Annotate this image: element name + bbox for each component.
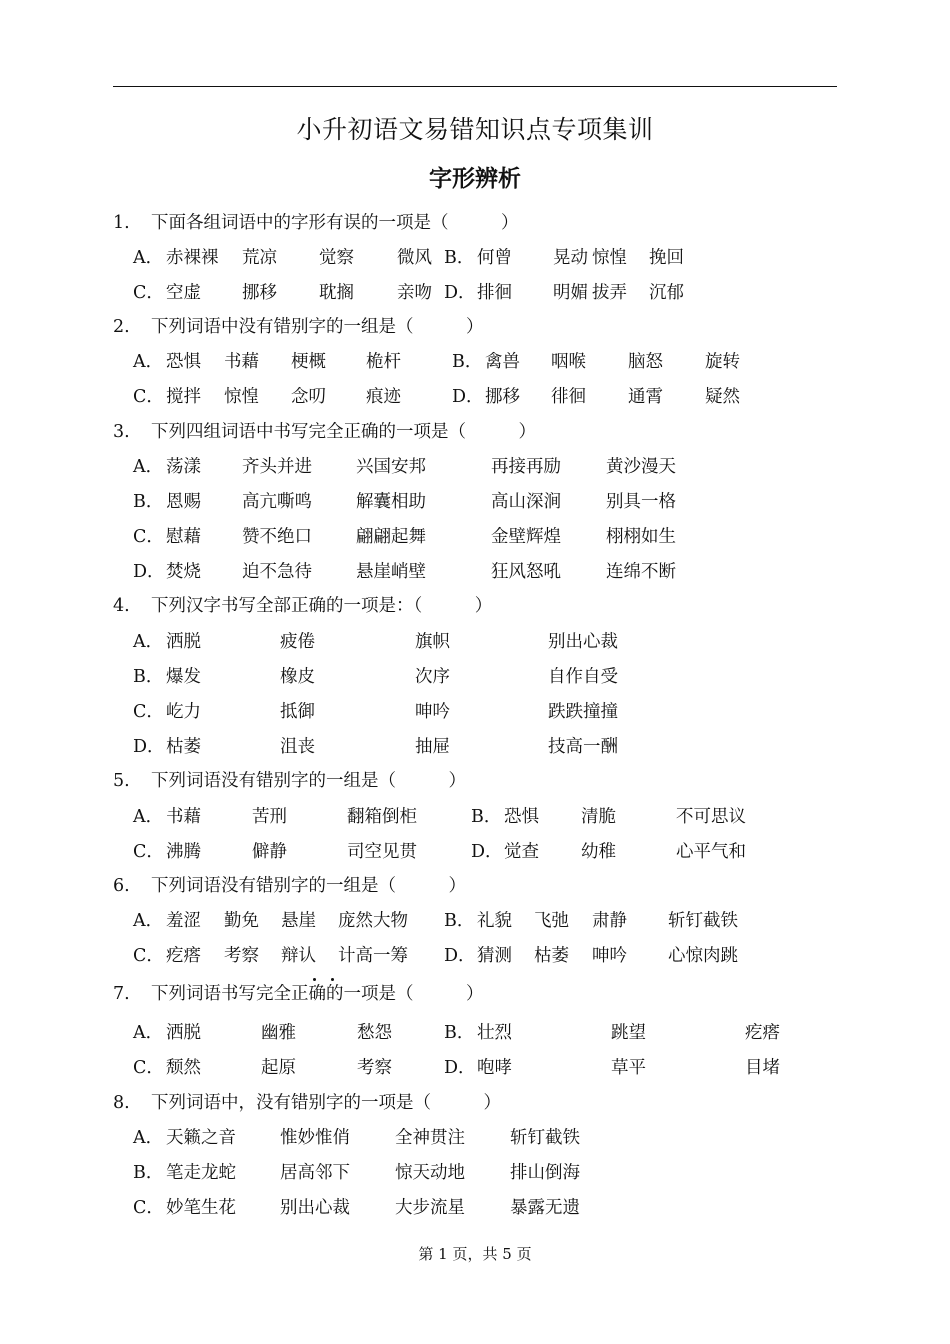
question-2-stem	[113, 315, 484, 339]
option-word: 幽雅	[261, 1023, 296, 1043]
option-word: 礼貌	[477, 911, 512, 931]
header-rule	[113, 86, 837, 87]
option-word: 翩翩起舞	[356, 527, 426, 547]
option-word: 焚烧	[166, 562, 201, 582]
option-label: A．	[133, 457, 164, 477]
option-word: 羞涩	[166, 911, 201, 931]
option-word: 心平气和	[676, 842, 746, 862]
option-label: D．	[444, 1058, 476, 1078]
option-word: 金壁辉煌	[491, 527, 561, 547]
option-word: 技高一酬	[548, 737, 618, 757]
option-word: 跳望	[611, 1023, 646, 1043]
option-label: B．	[452, 352, 483, 372]
option-word: 别出心裁	[548, 632, 618, 652]
option-label: D．	[133, 562, 165, 582]
option-label: C．	[133, 1058, 164, 1078]
option-word: 书藉	[224, 352, 259, 372]
option-label: B．	[444, 1023, 475, 1043]
option-word: 不可思议	[676, 807, 746, 827]
question-4-stem	[113, 594, 492, 618]
option-word: 明媚	[553, 283, 588, 303]
option-word: 狂风怒吼	[491, 562, 561, 582]
option-word: 别具一格	[606, 492, 676, 512]
option-word: 惊惶	[592, 248, 627, 268]
option-label: A．	[133, 911, 164, 931]
option-word: 通霄	[628, 387, 663, 407]
option-word: 居高邻下	[280, 1163, 350, 1183]
option-word: 妙笔生花	[166, 1198, 236, 1218]
question-text: 下列汉字书写全部正确的一项是：（ ）	[151, 596, 493, 616]
option-word: 辩认	[281, 946, 316, 966]
option-word: 脑怒	[628, 352, 663, 372]
question-text: 下列词语中没有错别字的一组是（ ）	[151, 317, 484, 337]
question-number: 6.	[113, 876, 130, 896]
question-number: 2.	[113, 317, 130, 337]
question-7-stem	[113, 982, 484, 1006]
option-word: 心惊肉跳	[668, 946, 738, 966]
option-word: 旗帜	[415, 632, 450, 652]
option-word: 连绵不断	[606, 562, 676, 582]
option-word: 排山倒海	[510, 1163, 580, 1183]
option-word: 疲倦	[280, 632, 315, 652]
option-word: 排徊	[477, 283, 512, 303]
option-word: 草平	[611, 1058, 646, 1078]
document-title: 小升初语文易错知识点专项集训	[296, 115, 654, 144]
question-number: 3.	[113, 422, 130, 442]
option-label: C．	[133, 283, 164, 303]
option-label: C．	[133, 842, 164, 862]
option-word: 沸腾	[166, 842, 201, 862]
option-word: 司空见贯	[347, 842, 417, 862]
option-label: C．	[133, 1198, 164, 1218]
option-word: 念叨	[291, 387, 326, 407]
option-word: 僻静	[252, 842, 287, 862]
option-word: 亲吻	[397, 283, 432, 303]
option-label: B．	[133, 667, 164, 687]
section-title: 字形辨析	[429, 166, 521, 192]
option-word: 翻箱倒柜	[347, 807, 417, 827]
option-word: 计高一筹	[338, 946, 408, 966]
option-word: 兴国安邦	[356, 457, 426, 477]
question-number: 5.	[113, 771, 130, 791]
question-number: 1.	[113, 213, 130, 233]
option-word: 搅拌	[166, 387, 201, 407]
option-label: A．	[133, 807, 164, 827]
question-3-stem	[113, 420, 536, 444]
option-word: 天籁之音	[166, 1128, 236, 1148]
option-word: 屹力	[166, 702, 201, 722]
option-word: 解囊相助	[356, 492, 426, 512]
page-footer: 第 1 页，共 5 页	[418, 1245, 532, 1263]
option-word: 迫不急待	[242, 562, 312, 582]
option-word: 惟妙惟俏	[280, 1128, 350, 1148]
option-word: 拔弄	[592, 283, 627, 303]
option-word: 惊惶	[224, 387, 259, 407]
option-word: 悬崖峭壁	[356, 562, 426, 582]
option-word: 全神贯注	[395, 1128, 465, 1148]
option-label: A．	[133, 352, 164, 372]
question-number: 7.	[113, 984, 130, 1004]
option-word: 高亢嘶鸣	[242, 492, 312, 512]
option-word: 荡漾	[166, 457, 201, 477]
emphasis-dot	[313, 978, 316, 981]
option-word: 晃动	[553, 248, 588, 268]
option-word: 洒脱	[166, 632, 201, 652]
option-word: 幼稚	[581, 842, 616, 862]
question-text: 下列词语没有错别字的一组是（ ）	[151, 876, 466, 896]
option-word: 挽回	[649, 248, 684, 268]
option-word: 空虚	[166, 283, 201, 303]
option-word: 疑然	[705, 387, 740, 407]
option-word: 斩钉截铁	[668, 911, 738, 931]
question-text: 下列词语书写完全正确的一项是（ ）	[151, 984, 484, 1004]
option-word: 觉察	[319, 248, 354, 268]
option-word: 斩钉截铁	[510, 1128, 580, 1148]
option-word: 恩赐	[166, 492, 201, 512]
option-word: 目堵	[745, 1058, 780, 1078]
option-word: 爆发	[166, 667, 201, 687]
option-word: 恐惧	[504, 807, 539, 827]
option-word: 橡皮	[280, 667, 315, 687]
option-word: 呻吟	[592, 946, 627, 966]
option-word: 书藉	[166, 807, 201, 827]
question-text: 下列词语中，没有错别字的一项是（ ）	[151, 1093, 501, 1113]
question-6-stem	[113, 874, 466, 898]
option-word: 痕迹	[366, 387, 401, 407]
option-word: 洒脱	[166, 1023, 201, 1043]
option-word: 悬崖	[281, 911, 316, 931]
question-8-stem	[113, 1091, 501, 1115]
option-word: 旋转	[705, 352, 740, 372]
option-word: 觉查	[504, 842, 539, 862]
option-label: D．	[452, 387, 484, 407]
question-1-stem	[113, 211, 519, 235]
option-word: 徘徊	[551, 387, 586, 407]
option-word: 肃静	[592, 911, 627, 931]
option-word: 自作自受	[548, 667, 618, 687]
option-word: 清脆	[581, 807, 616, 827]
question-text: 下面各组词语中的字形有误的一项是（ ）	[151, 213, 519, 233]
option-word: 大步流星	[395, 1198, 465, 1218]
option-label: C．	[133, 946, 164, 966]
option-word: 挪移	[485, 387, 520, 407]
option-word: 高山深涧	[491, 492, 561, 512]
option-word: 黄沙漫天	[606, 457, 676, 477]
option-word: 呻吟	[415, 702, 450, 722]
option-word: 笔走龙蛇	[166, 1163, 236, 1183]
option-label: D．	[471, 842, 503, 862]
option-label: C．	[133, 527, 164, 547]
option-word: 禽兽	[485, 352, 520, 372]
option-label: A．	[133, 248, 164, 268]
option-label: D．	[444, 283, 476, 303]
option-word: 恐惧	[166, 352, 201, 372]
option-word: 抽屉	[415, 737, 450, 757]
option-word: 别出心裁	[280, 1198, 350, 1218]
option-word: 起原	[261, 1058, 296, 1078]
option-word: 次序	[415, 667, 450, 687]
option-word: 再接再励	[491, 457, 561, 477]
option-word: 考察	[357, 1058, 392, 1078]
option-word: 飞弛	[534, 911, 569, 931]
option-label: A．	[133, 632, 164, 652]
option-word: 苦刑	[252, 807, 287, 827]
option-word: 颓然	[166, 1058, 201, 1078]
question-5-stem	[113, 769, 466, 793]
option-word: 枯萎	[166, 737, 201, 757]
option-word: 赞不绝口	[242, 527, 312, 547]
emphasis-dot	[331, 978, 334, 981]
question-text: 下列词语没有错别字的一组是（ ）	[151, 771, 466, 791]
option-word: 赤裸裸	[166, 248, 219, 268]
option-word: 梗概	[291, 352, 326, 372]
option-word: 咆哮	[477, 1058, 512, 1078]
option-word: 勤免	[224, 911, 259, 931]
option-label: C．	[133, 387, 164, 407]
option-label: D．	[444, 946, 476, 966]
option-word: 跌跌撞撞	[548, 702, 618, 722]
option-word: 枯萎	[534, 946, 569, 966]
option-word: 咽喉	[551, 352, 586, 372]
option-label: B．	[133, 1163, 164, 1183]
option-word: 桅杆	[366, 352, 401, 372]
option-word: 考察	[224, 946, 259, 966]
option-word: 暴露无遗	[510, 1198, 580, 1218]
option-label: A．	[133, 1023, 164, 1043]
option-label: B．	[444, 911, 475, 931]
option-word: 耽搁	[319, 283, 354, 303]
option-word: 栩栩如生	[606, 527, 676, 547]
option-label: B．	[133, 492, 164, 512]
option-word: 疙瘩	[745, 1023, 780, 1043]
option-word: 挪移	[242, 283, 277, 303]
option-word: 疙瘩	[166, 946, 201, 966]
option-word: 荒凉	[242, 248, 277, 268]
option-word: 庞然大物	[338, 911, 408, 931]
question-text: 下列四组词语中书写完全正确的一项是（ ）	[151, 422, 536, 442]
option-label: B．	[444, 248, 475, 268]
option-label: D．	[133, 737, 165, 757]
option-label: A．	[133, 1128, 164, 1148]
question-number: 4.	[113, 596, 130, 616]
option-word: 愁怨	[357, 1023, 392, 1043]
option-label: C．	[133, 702, 164, 722]
option-word: 惊天动地	[395, 1163, 465, 1183]
option-word: 齐头并进	[242, 457, 312, 477]
option-word: 沉郁	[649, 283, 684, 303]
option-word: 微风	[397, 248, 432, 268]
option-word: 慰藉	[166, 527, 201, 547]
option-label: B．	[471, 807, 502, 827]
option-word: 抵御	[280, 702, 315, 722]
option-word: 沮丧	[280, 737, 315, 757]
option-word: 猜测	[477, 946, 512, 966]
question-number: 8.	[113, 1093, 130, 1113]
option-word: 何曾	[477, 248, 512, 268]
option-word: 壮烈	[477, 1023, 512, 1043]
